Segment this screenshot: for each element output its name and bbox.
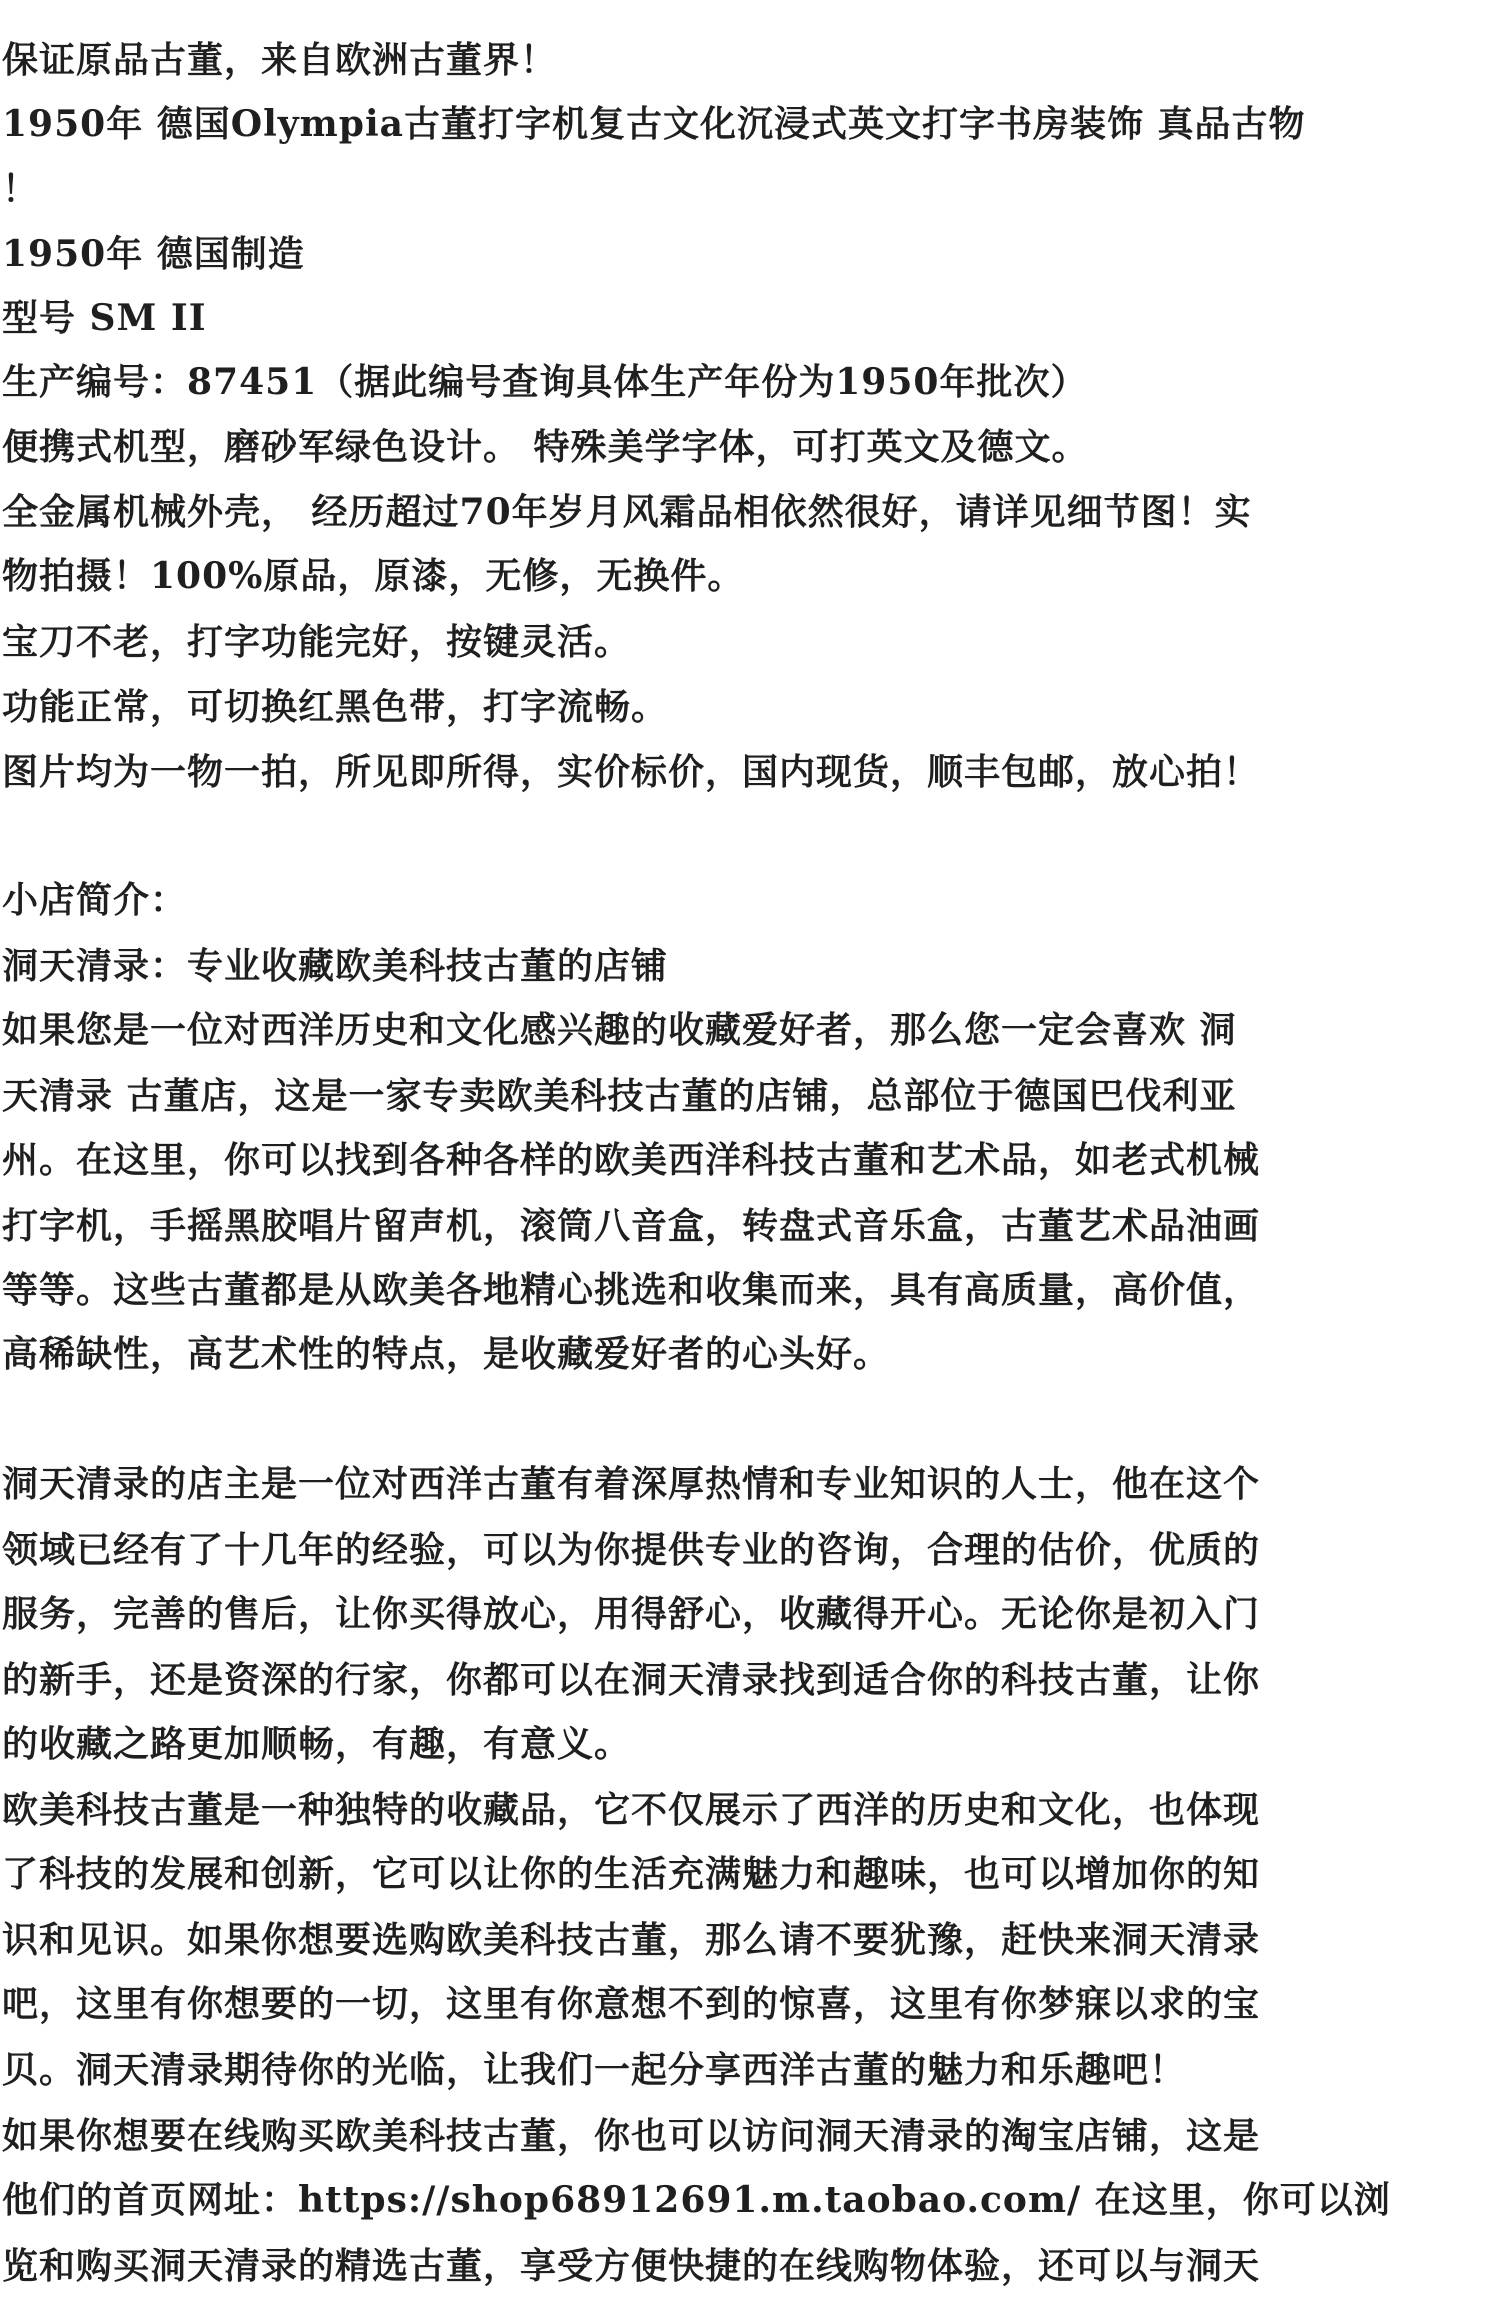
text-line: 全金属机械外壳， 经历超过70年岁月风霜品相依然很好，请详见细节图！实 xyxy=(2,491,1252,533)
text-line: 吧，这里有你想要的一切，这里有你意想不到的惊喜，这里有你梦寐以求的宝 xyxy=(2,1983,1261,2025)
text-line: 如果您是一位对西洋历史和文化感兴趣的收藏爱好者，那么您一定会喜欢 洞 xyxy=(2,1009,1237,1051)
text-line: 1950年 德国制造 xyxy=(2,233,305,275)
text-line: 欧美科技古董是一种独特的收藏品，它不仅展示了西洋的历史和文化，也体现 xyxy=(2,1789,1261,1831)
text-line: 的新手，还是资深的行家，你都可以在洞天清录找到适合你的科技古董，让你 xyxy=(2,1659,1261,1701)
text-line: 生产编号：87451（据此编号查询具体生产年份为1950年批次） xyxy=(2,361,1088,403)
text-line: 贝。洞天清录期待你的光临，让我们一起分享西洋古董的魅力和乐趣吧！ xyxy=(2,2049,1187,2091)
text-line: 图片均为一物一拍，所见即所得，实价标价，国内现货，顺丰包邮，放心拍！ xyxy=(2,751,1261,793)
text-line: 功能正常，可切换红黑色带，打字流畅。 xyxy=(2,686,669,728)
text-line: 了科技的发展和创新，它可以让你的生活充满魅力和趣味，也可以增加你的知 xyxy=(2,1853,1261,1895)
text-line: 州。在这里，你可以找到各种各样的欧美西洋科技古董和艺术品，如老式机械 xyxy=(2,1139,1261,1181)
text-line: 物拍摄！100%原品，原漆，无修，无换件。 xyxy=(2,555,745,597)
text-line: 打字机，手摇黑胶唱片留声机，滚筒八音盒，转盘式音乐盒，古董艺术品油画 xyxy=(2,1205,1261,1247)
text-line: 洞天清录的店主是一位对西洋古董有着深厚热情和专业知识的人士，他在这个 xyxy=(2,1463,1261,1505)
text-line-with-url: 他们的首页网址：https://shop68912691.m.taobao.com/ 在这里，你可以浏 xyxy=(2,2179,1391,2221)
text-line: 的收藏之路更加顺畅，有趣，有意义。 xyxy=(2,1723,632,1765)
text-line: 型号 SM II xyxy=(2,297,207,339)
text-line: 高稀缺性，高艺术性的特点，是收藏爱好者的心头好。 xyxy=(2,1333,891,1375)
text-line: 等等。这些古董都是从欧美各地精心挑选和收集而来，具有高质量，高价值， xyxy=(2,1269,1261,1311)
section-heading: 小店简介： xyxy=(2,879,188,921)
text-line: 保证原品古董，来自欧洲古董界！ xyxy=(2,39,558,81)
text-line: 洞天清录：专业收藏欧美科技古董的店铺 xyxy=(2,945,669,987)
text-line: 宝刀不老，打字功能完好，按键灵活。 xyxy=(2,621,632,663)
text-line: ！ xyxy=(2,168,40,210)
text-line: 天清录 古董店，这是一家专卖欧美科技古董的店铺，总部位于德国巴伐利亚 xyxy=(2,1075,1237,1117)
text-line: 领域已经有了十几年的经验，可以为你提供专业的咨询，合理的估价，优质的 xyxy=(2,1529,1261,1571)
text-line: 1950年 德国Olympia古董打字机复古文化沉浸式英文打字书房装饰 真品古物 xyxy=(2,103,1306,145)
text-line: 如果你想要在线购买欧美科技古董，你也可以访问洞天清录的淘宝店铺，这是 xyxy=(2,2115,1261,2157)
text-line: 便携式机型，磨砂军绿色设计。 特殊美学字体，可打英文及德文。 xyxy=(2,426,1089,468)
text-line: 览和购买洞天清录的精选古董，享受方便快捷的在线购物体验，还可以与洞天 xyxy=(2,2245,1261,2287)
text-line: 服务，完善的售后，让你买得放心，用得舒心，收藏得开心。无论你是初入门 xyxy=(2,1593,1261,1635)
text-line: 识和见识。如果你想要选购欧美科技古董，那么请不要犹豫，赶快来洞天清录 xyxy=(2,1919,1261,1961)
